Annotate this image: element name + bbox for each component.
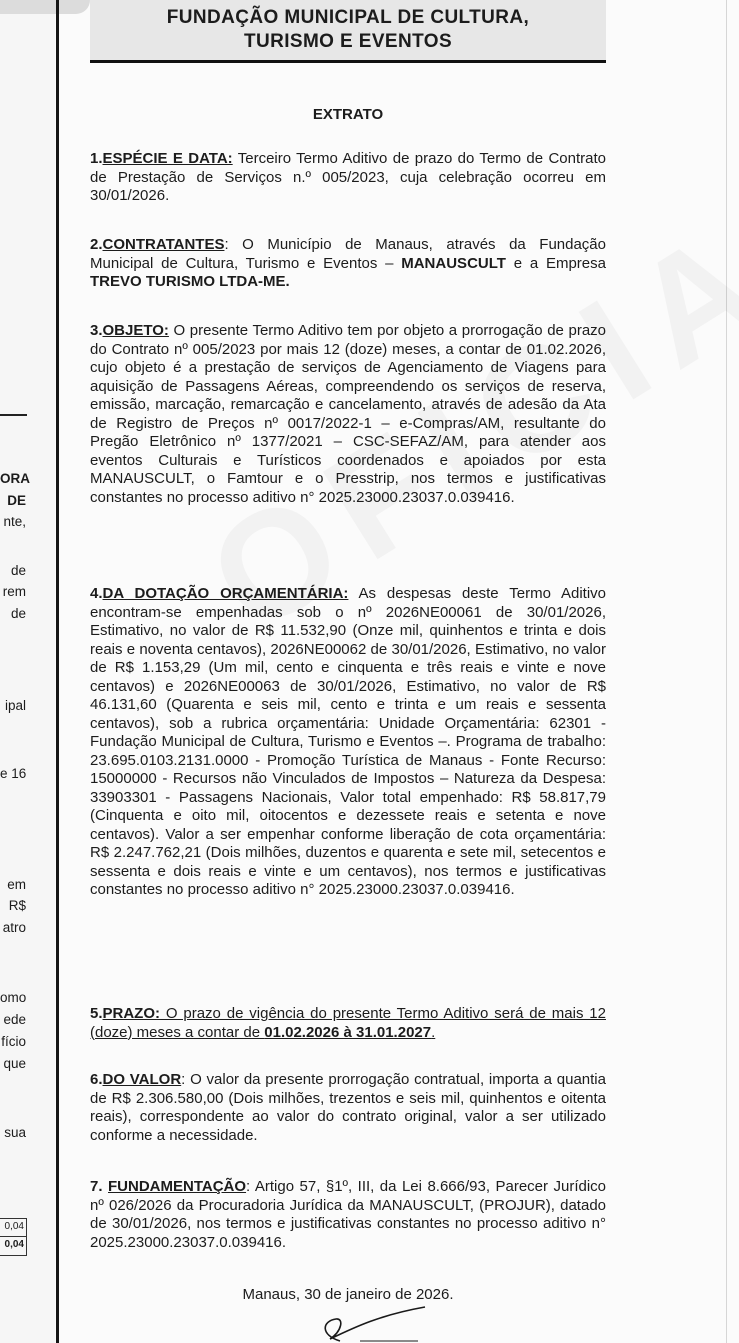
left-fragment: sua <box>4 1125 26 1140</box>
manauscult-name: MANAUSCULT <box>401 254 506 272</box>
section-text: e a Empresa <box>505 254 606 272</box>
section-contratantes <box>90 236 606 292</box>
signature <box>300 1305 430 1343</box>
prazo-dates: 01.02.2026 à 31.01.2027 <box>264 1023 432 1041</box>
left-fragment: atro <box>2 920 26 935</box>
left-fragment: de <box>10 606 26 621</box>
left-divider <box>0 414 27 416</box>
page-edge <box>726 0 727 1343</box>
left-fragment: e 16 <box>0 766 27 781</box>
left-fragment: omo <box>0 990 27 1005</box>
section-number: 5. <box>90 1005 103 1022</box>
left-table-divider <box>0 1236 26 1237</box>
section-label: ESPÉCIE E DATA: <box>102 150 233 167</box>
section-fundamentacao <box>90 1178 606 1252</box>
section-text: : O Município de Manaus, através da Fundação Municipal de Cultura, Turismo e Eventos – <box>90 236 606 272</box>
section-text: O prazo de vigência do presente Termo Aditivo será de mais 12 (doze) meses a contar de <box>90 1005 606 1041</box>
section-number: 1. <box>90 150 103 167</box>
section-dotacao-orcamentaria <box>90 585 606 900</box>
section-number: 7. <box>90 1178 108 1195</box>
section-text: O presente Termo Aditivo tem por objeto a prorrogação de prazo do Contrato nº 005/2023 por mais 12 (doze) meses, a contar de 01.02.2026, cujo objeto é a prestação de serviços de Agenciamento de Viagens para aquisição de Passagens Aéreas, compreendendo os serviços de reserva, emissão, marcação, remarcação e cancelamento, através de adesão da Ata de Registro de Preços nº 0017/2022-1 – e-Compras/AM, resultante do Pregão Eletrônico nº 1377/2021 – CSC-SEFAZ/AM, para atender aos eventos Culturais e Turísticos coordenados e apoiados por esta MANAUSCULT, o Famtour e o Presstrip, nos termos e justificativas constantes no processo aditivo n° 2025.23000.23037.0.039416. <box>90 322 606 506</box>
section-label: DO VALOR <box>102 1071 182 1088</box>
left-fragment: DE <box>7 493 26 508</box>
left-table-cell: 0,04 <box>4 1239 24 1250</box>
left-fragment: ORA <box>0 471 30 486</box>
left-fragment: de <box>10 563 26 578</box>
left-fragment: ipal <box>4 698 26 713</box>
left-fragment: fício <box>1 1034 26 1049</box>
company-name: TREVO TURISMO LTDA-ME. <box>90 273 290 290</box>
left-fragment: R$ <box>8 898 26 913</box>
section-objeto <box>90 322 606 507</box>
section-text: As despesas deste Termo Aditivo encontram-se empenhadas sob o nº 2026NE00061 de 30/01/2026, Estimativo, no valor de R$ 11.532,90 (Onze mil, quinhentos e trinta e dois reais e noventa centavos), 2026NE00062 de 30/01/2026, Estimativo, no valor de R$ 1.153,29 (Um mil, cento e cinquenta e três reais e vinte e nove centavos) e 2026NE00063 de 30/01/2026, Estimativo, no valor de R$ 46.131,60 (Quarenta e seis mil, cento e trinta e um reais e sessenta centavos), sob a rubrica orçamentária: Unidade Orçamentária: 62301 - Fundação Municipal de Cultura, Turismo e Eventos –. Programa de trabalho: 23.695.0103.2131.0000 - Promoção Turística de Manaus - Fonte Recurso: 15000000 - Recursos não Vinculados de Impostos – Natureza da Despesa: 33903301 - Passagens Nacionais, Valor total empenhado: R$ 58.817,79 (Cinquenta e oito mil, oitocentos e dezessete reais e setenta e nove centavos). Valor a ser empenhar conforme liberação de cota orçamentária: R$ 2.247.762,21 (Dois milhões, duzentos e quarenta e sete mil, setecentos e sessenta e dois reais e vinte e um centavos), nos termos e justificativas constantes no processo aditivo n° 2025.23000.23037.0.039416. <box>90 585 606 898</box>
section-label: DA DOTAÇÃO ORÇAMENTÁRIA: <box>102 585 349 602</box>
section-text: Terceiro Termo Aditivo de prazo do Termo de Contrato de Prestação de Serviços n.º 005/2023, cuja celebração ocorreu em 30/01/2026. <box>90 150 606 204</box>
document-header <box>90 0 606 63</box>
header-line-1: FUNDAÇÃO MUNICIPAL DE CULTURA, <box>166 7 530 28</box>
column-rule <box>56 0 59 1343</box>
section-number: 2. <box>90 236 103 253</box>
section-label: FUNDAMENTAÇÃO <box>108 1178 247 1195</box>
section-number: 3. <box>90 322 103 339</box>
left-table-cell: 0,04 <box>4 1221 24 1232</box>
left-fragment: rem <box>2 584 26 599</box>
section-text: : O valor da presente prorrogação contratual, importa a quantia de R$ 2.306.580,00 (Dois milhões, trezentos e seis mil, quinhentos e oitenta reais), correspondente ao valor do contrato original, valor a ser utilizado conforme a necessidade. <box>90 1071 606 1144</box>
section-label: OBJETO: <box>102 322 169 339</box>
left-table <box>0 1218 27 1256</box>
section-prazo <box>90 1005 606 1042</box>
left-fragment: nte, <box>3 514 26 529</box>
left-fragment: que <box>3 1056 26 1071</box>
document-title: EXTRATO <box>312 106 384 123</box>
section-number: 6. <box>90 1071 103 1088</box>
section-do-valor <box>90 1071 606 1145</box>
left-fragment: ede <box>3 1012 26 1027</box>
left-fragment: em <box>7 877 26 892</box>
section-text: : Artigo 57, §1º, III, da Lei 8.666/93, Parecer Jurídico nº 026/2026 da Procuradoria Jurídica da MANAUSCULT, (PROJUR), datado de 30/01/2026, nos termos e justificativas constantes no processo aditivo n° 2025.23000.23037.0.039416. <box>90 1178 607 1251</box>
section-especie-data <box>90 150 606 206</box>
section-label: CONTRATANTES <box>102 236 225 253</box>
section-label: PRAZO: <box>102 1005 161 1022</box>
header-line-2: TURISMO E EVENTOS <box>243 31 453 52</box>
section-text: . <box>431 1023 436 1041</box>
section-number: 4. <box>90 585 103 602</box>
previous-column <box>0 0 55 1343</box>
place-and-date: Manaus, 30 de janeiro de 2026. <box>242 1286 454 1303</box>
page-corner-shadow <box>0 0 90 14</box>
